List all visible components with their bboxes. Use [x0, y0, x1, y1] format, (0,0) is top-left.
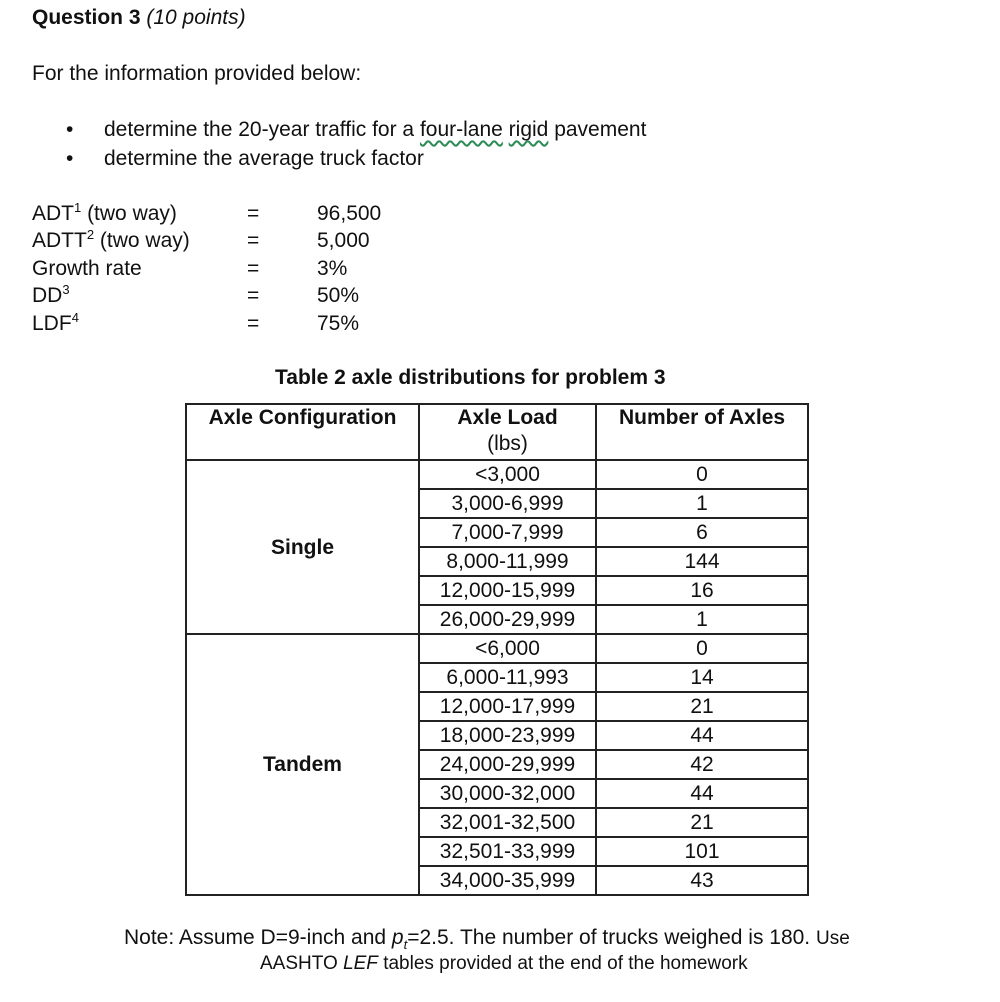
axle-load-cell: <3,000 — [419, 460, 596, 489]
number-of-axles-cell: 14 — [596, 663, 808, 692]
axle-load-cell: 8,000-11,999 — [419, 547, 596, 576]
param-label-growth-rate: Growth rate — [32, 257, 142, 280]
axle-load-cell: 26,000-29,999 — [419, 605, 596, 634]
axle-load-cell: 12,000-15,999 — [419, 576, 596, 605]
param-equals: = — [247, 257, 260, 280]
param-equals: = — [247, 312, 260, 335]
number-of-axles-cell: 21 — [596, 692, 808, 721]
axle-configuration-cell: Single — [186, 460, 419, 634]
axle-load-cell: 18,000-23,999 — [419, 721, 596, 750]
table-caption: Table 2 axle distributions for problem 3 — [275, 366, 666, 389]
param-value-ldf: 75% — [317, 312, 360, 335]
param-label-ldf: LDF$^4$ — [32, 310, 79, 335]
param-value-growth-rate: 3% — [317, 257, 348, 280]
axle-load-cell: 3,000-6,999 — [419, 489, 596, 518]
param-equals: = — [247, 229, 260, 252]
param-label-adtt: ADTT$^2$ (two way) — [32, 227, 190, 252]
header-number-of-axles: Number of Axles — [596, 404, 808, 460]
number-of-axles-cell: 1 — [596, 605, 808, 634]
axle-load-cell: 12,000-17,999 — [419, 692, 596, 721]
axle-load-cell: 6,000-11,993 — [419, 663, 596, 692]
header-axle-configuration: Axle Configuration — [186, 404, 419, 460]
axle-load-cell: <6,000 — [419, 634, 596, 663]
axle-load-cell: 34,000-35,999 — [419, 866, 596, 895]
axle-load-cell: 7,000-7,999 — [419, 518, 596, 547]
bullet-dot: • — [66, 118, 74, 141]
number-of-axles-cell: 0 — [596, 460, 808, 489]
table-row — [186, 460, 808, 489]
table-row — [186, 634, 808, 663]
number-of-axles-cell: 101 — [596, 837, 808, 866]
param-equals: = — [247, 202, 260, 225]
axle-configuration-cell: Tandem — [186, 634, 419, 895]
number-of-axles-cell: 16 — [596, 576, 808, 605]
number-of-axles-cell: 6 — [596, 518, 808, 547]
bullet-dot: • — [66, 147, 74, 170]
number-of-axles-cell: 21 — [596, 808, 808, 837]
number-of-axles-cell: 44 — [596, 721, 808, 750]
wavy-underline-rigid: rigid — [508, 118, 549, 141]
note-line-2: AASHTO LEF tables provided at the end of the homework — [260, 953, 748, 974]
param-value-adt: 96,500 — [317, 202, 382, 225]
number-of-axles-cell: 0 — [596, 634, 808, 663]
number-of-axles-cell: 144 — [596, 547, 808, 576]
header-axle-load: Axle Load (lbs) — [419, 404, 596, 460]
intro-text: For the information provided below: — [32, 62, 362, 85]
question-label: Question 3 — [32, 6, 141, 29]
axle-load-cell: 30,000-32,000 — [419, 779, 596, 808]
param-label-adt: ADT$^1$ (two way) — [32, 200, 177, 225]
param-value-adtt: 5,000 — [317, 229, 370, 252]
bullet-item-truck-factor: determine the average truck factor — [104, 147, 424, 170]
axle-load-cell: 24,000-29,999 — [419, 750, 596, 779]
question-title — [32, 6, 246, 30]
question-points: (10 points) — [146, 6, 246, 29]
number-of-axles-cell: 42 — [596, 750, 808, 779]
param-label-dd: $DD^3$ — [32, 282, 70, 307]
bullet-item-traffic: determine the 20-year traffic for a four-lane rigid pavement — [104, 118, 647, 141]
number-of-axles-cell: 43 — [596, 866, 808, 895]
param-value-dd: 50% — [317, 284, 360, 307]
number-of-axles-cell: 44 — [596, 779, 808, 808]
wavy-underline-four-lane: four-lane — [419, 118, 503, 141]
note-line-1: Note: Assume D=9-inch and $p_t=2.5$. The number of trucks weighed is 180. Use — [124, 926, 850, 953]
axle-distribution-table — [185, 403, 809, 896]
axle-load-cell: 32,501-33,999 — [419, 837, 596, 866]
number-of-axles-cell: 1 — [596, 489, 808, 518]
param-equals: = — [247, 284, 260, 307]
axle-load-cell: 32,001-32,500 — [419, 808, 596, 837]
